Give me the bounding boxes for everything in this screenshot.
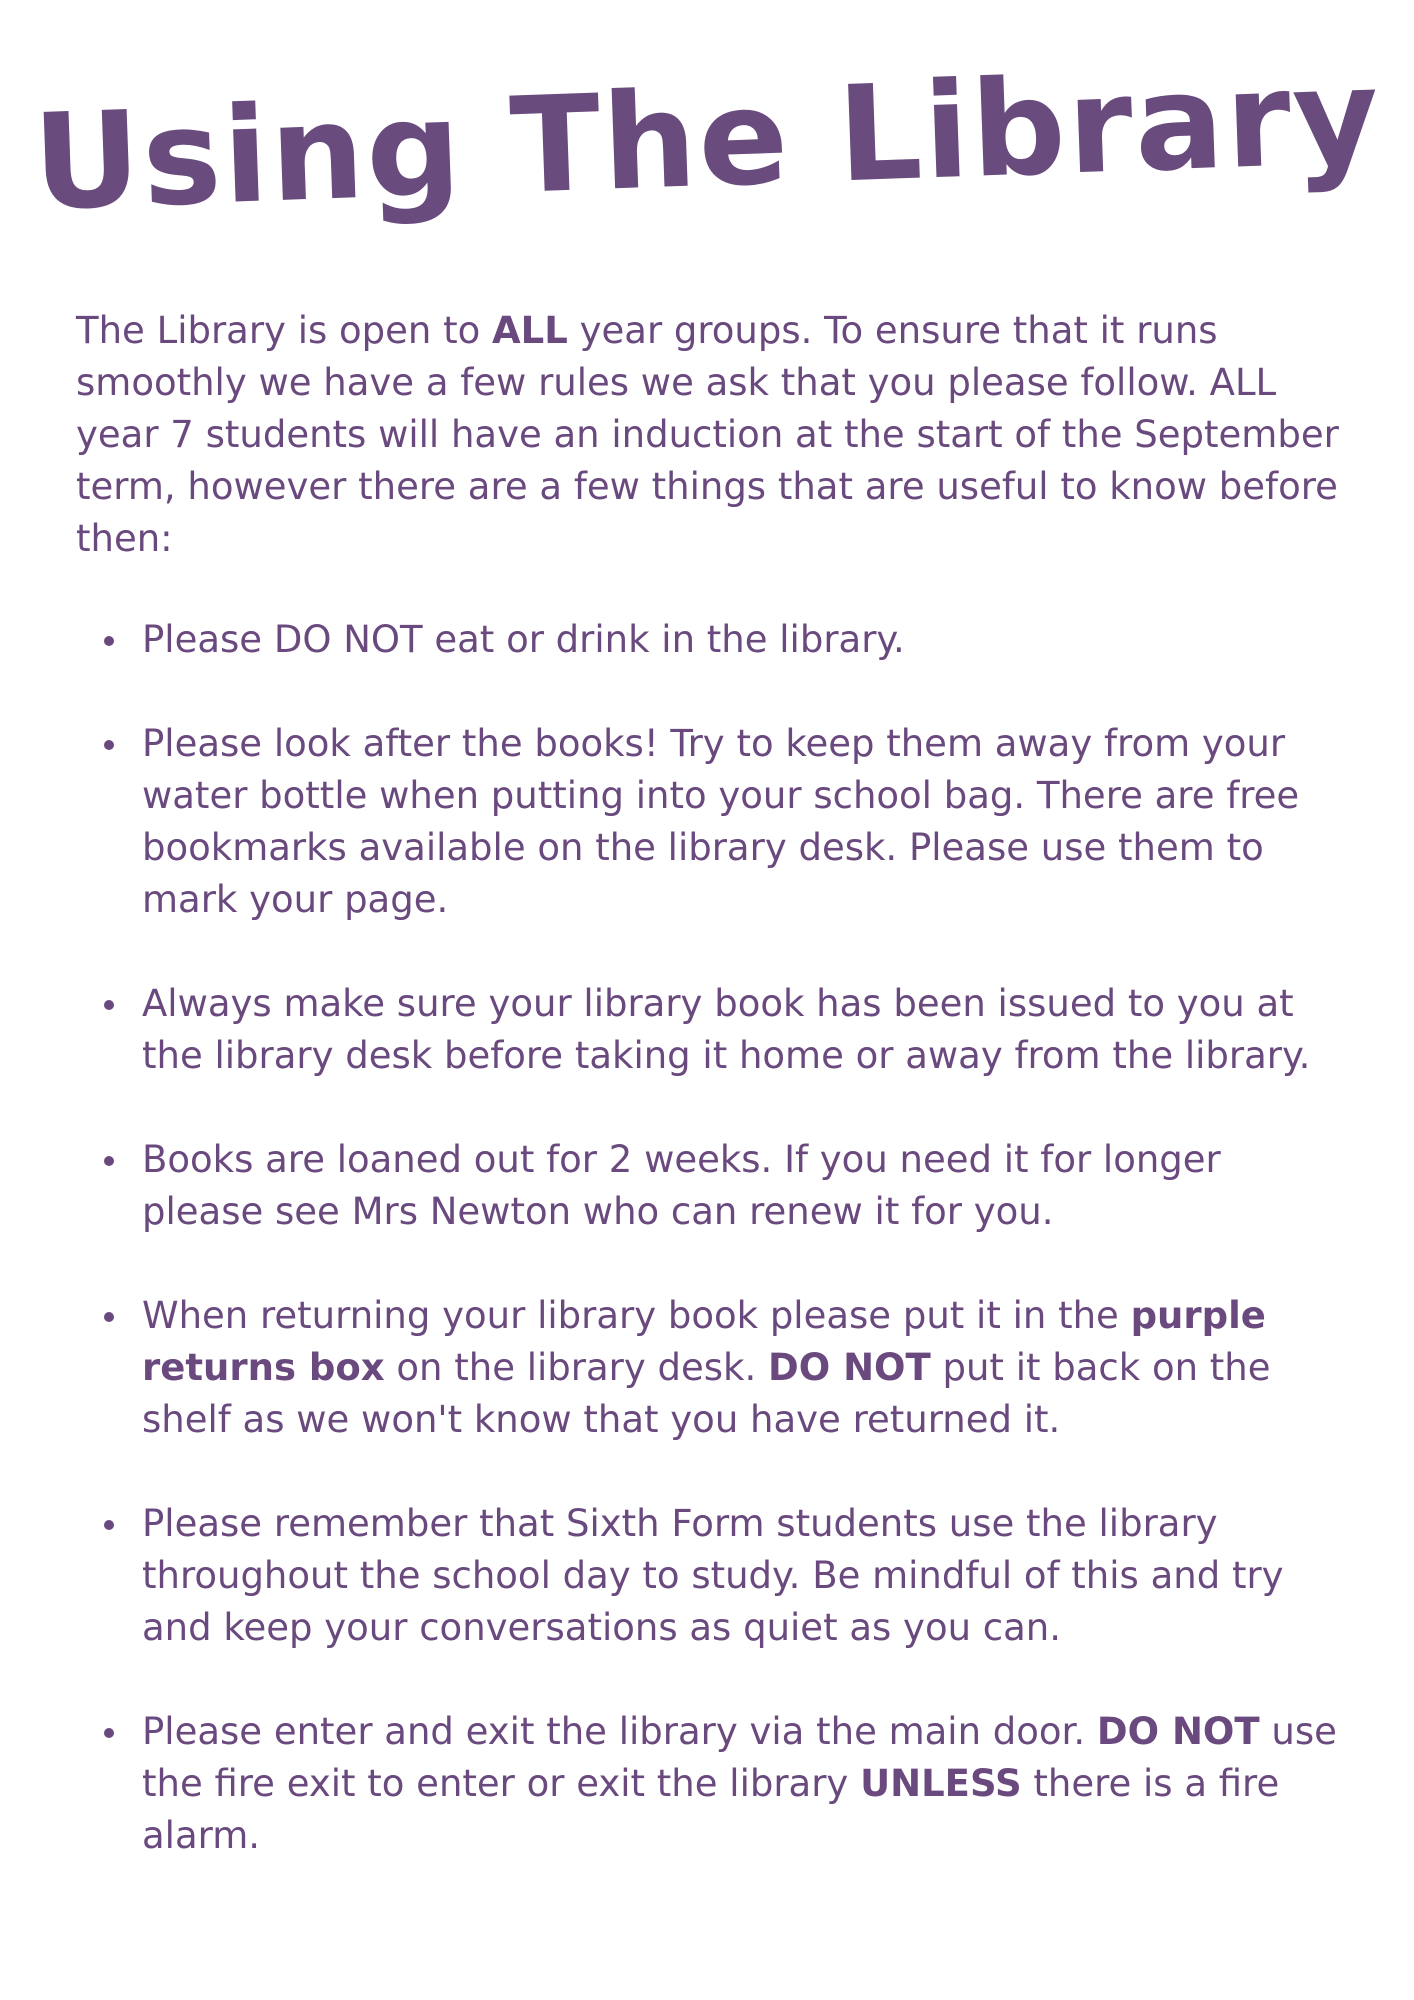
rule-text: Please enter and exit the library via the main door.: [142, 1710, 1097, 1753]
intro-emphasis: ALL: [492, 309, 568, 352]
rule-item: [98, 1498, 1338, 1654]
rule-text: Books are loaned out for 2 weeks. If you need it for longer please see Mrs Newton who can renew it for you.: [142, 1138, 1221, 1233]
intro-text: The Library is open to: [76, 309, 493, 352]
rule-item: [98, 614, 1338, 666]
rule-emphasis: DO NOT: [768, 1346, 931, 1389]
rule-item: [98, 718, 1338, 926]
rule-text: Always make sure your library book has been issued to you at the library desk before taking it home or away from the library.: [142, 982, 1311, 1077]
rule-emphasis: DO NOT: [1096, 1710, 1260, 1753]
page-title: Using The Library: [30, 39, 1384, 241]
rule-text: on the library desk.: [384, 1346, 769, 1389]
rule-text: Please remember that Sixth Form students use the library throughout the school day to study. Be mindful of this and try and keep your conversations as quiet as you can.: [142, 1502, 1284, 1649]
rule-item: [98, 1134, 1338, 1238]
rule-text: put it back on the shelf as we won't know that you have returned it.: [142, 1346, 1271, 1441]
rule-text: Please look after the books! Try to keep them away from your water bottle when putting into your school bag. There are free bookmarks available on the library desk. Please use them to mark your page.: [142, 722, 1300, 921]
rule-item: [98, 1290, 1338, 1446]
rule-text: When returning your library book please put it in the: [142, 1294, 1131, 1337]
rule-item: [98, 978, 1338, 1082]
rule-text: Please DO NOT eat or drink in the library.: [142, 618, 905, 661]
rule-text: use the fire exit to enter or exit the library: [142, 1710, 1337, 1805]
rule-emphasis: UNLESS: [860, 1762, 1022, 1805]
intro-paragraph: [76, 305, 1346, 565]
rule-item: [98, 1706, 1338, 1862]
rule-text: there is a fire alarm.: [142, 1762, 1280, 1857]
rule-emphasis: purple returns box: [142, 1294, 1266, 1389]
intro-text: year groups. To ensure that it runs smoothly we have a few rules we ask that you please follow. ALL year 7 students will have an induction at the start of the September term, however there are a few things that are useful to know before then:: [76, 309, 1339, 560]
rules-list: [98, 614, 1338, 1914]
